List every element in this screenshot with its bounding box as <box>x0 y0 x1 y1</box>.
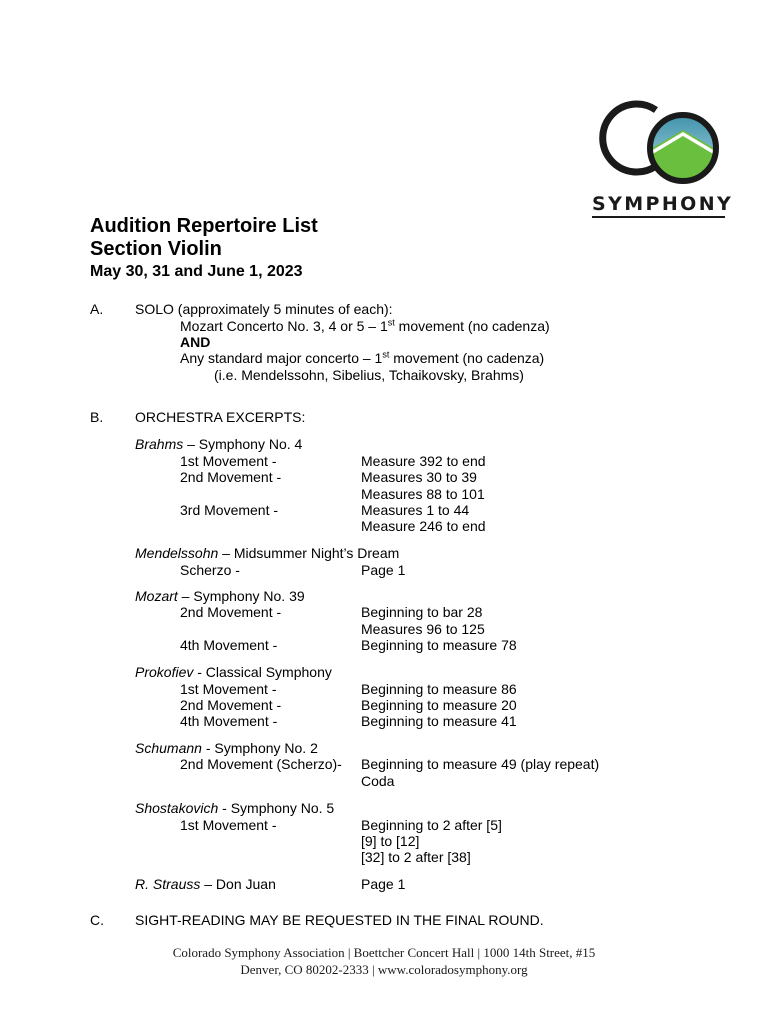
excerpt-shostakovich-title: Shostakovich - Symphony No. 5 <box>135 800 335 816</box>
section-a-letter: A. <box>90 301 104 317</box>
movement-label: 3rd Movement - <box>180 502 279 518</box>
document-title: Audition Repertoire List <box>90 215 318 237</box>
section-b-letter: B. <box>90 409 104 425</box>
movement-label: 2nd Movement - <box>180 697 282 713</box>
movement-label: 2nd Movement - <box>180 469 282 485</box>
footer-contact-line: Denver, CO 80202-2333 | www.coloradosymphony.org <box>240 962 528 977</box>
excerpt-range: Beginning to measure 78 <box>361 637 517 653</box>
excerpt-range: Measure 392 to end <box>361 453 486 469</box>
movement-label: 2nd Movement - <box>180 604 282 620</box>
movement-label: 1st Movement - <box>180 817 277 833</box>
logo-underline <box>592 216 725 218</box>
excerpt-mendelssohn-title: Mendelssohn – Midsummer Night’s Dream <box>135 545 400 561</box>
excerpt-range: Measures 96 to 125 <box>361 621 485 637</box>
footer-address-line: Colorado Symphony Association | Boettcher Concert Hall | 1000 14th Street, #15 <box>172 945 596 960</box>
movement-label: 1st Movement - <box>180 681 277 697</box>
movement-label: 4th Movement - <box>180 637 278 653</box>
excerpt-range: Measures 1 to 44 <box>361 502 470 518</box>
excerpt-range: Beginning to measure 41 <box>361 713 517 729</box>
movement-label: 2nd Movement (Scherzo)- <box>180 756 342 772</box>
excerpt-range: Beginning to measure 86 <box>361 681 517 697</box>
logo-c-letter <box>603 104 656 172</box>
solo-examples-line: (i.e. Mendelssohn, Sibelius, Tchaikovsky, Brahms) <box>214 367 524 383</box>
solo-mozart-line: Mozart Concerto No. 3, 4 or 5 – 1st movement (no cadenza) <box>180 317 550 334</box>
excerpt-range: Beginning to 2 after [5] <box>361 817 502 833</box>
excerpt-range: Measure 246 to end <box>361 518 486 534</box>
solo-standard-line: Any standard major concerto – 1st movement (no cadenza) <box>180 349 545 366</box>
excerpt-mozart-title: Mozart – Symphony No. 39 <box>135 588 305 604</box>
movement-label: Scherzo - <box>180 562 240 578</box>
excerpt-range: Page 1 <box>361 876 406 892</box>
section-b-heading: ORCHESTRA EXCERPTS: <box>135 409 306 425</box>
audition-dates: May 30, 31 and June 1, 2023 <box>90 263 303 280</box>
section-c-letter: C. <box>90 912 104 928</box>
solo-and-label: AND <box>180 334 211 350</box>
movement-label: 4th Movement - <box>180 713 278 729</box>
section-c-text: SIGHT-READING MAY BE REQUESTED IN THE FINAL ROUND. <box>135 912 544 928</box>
excerpt-range: Beginning to measure 49 (play repeat) <box>361 756 600 772</box>
logo-wordmark: SYMPHONY <box>592 193 734 215</box>
excerpt-range: [32] to 2 after [38] <box>361 849 471 865</box>
excerpt-range: Beginning to measure 20 <box>361 697 517 713</box>
excerpt-range: Measures 88 to 101 <box>361 486 485 502</box>
movement-label: 1st Movement - <box>180 453 277 469</box>
excerpt-range: [9] to [12] <box>361 833 420 849</box>
excerpt-schumann-title: Schumann - Symphony No. 2 <box>135 740 318 756</box>
excerpt-prokofiev-title: Prokofiev - Classical Symphony <box>135 664 332 680</box>
excerpt-strauss-title: R. Strauss – Don Juan <box>135 876 276 892</box>
document-subtitle: Section Violin <box>90 238 222 260</box>
excerpt-range: Coda <box>361 773 395 789</box>
excerpt-range: Beginning to bar 28 <box>361 604 483 620</box>
excerpt-range: Measures 30 to 39 <box>361 469 477 485</box>
excerpt-brahms-title: Brahms – Symphony No. 4 <box>135 436 303 452</box>
section-a-heading: SOLO (approximately 5 minutes of each): <box>135 301 393 317</box>
excerpt-range: Page 1 <box>361 562 406 578</box>
